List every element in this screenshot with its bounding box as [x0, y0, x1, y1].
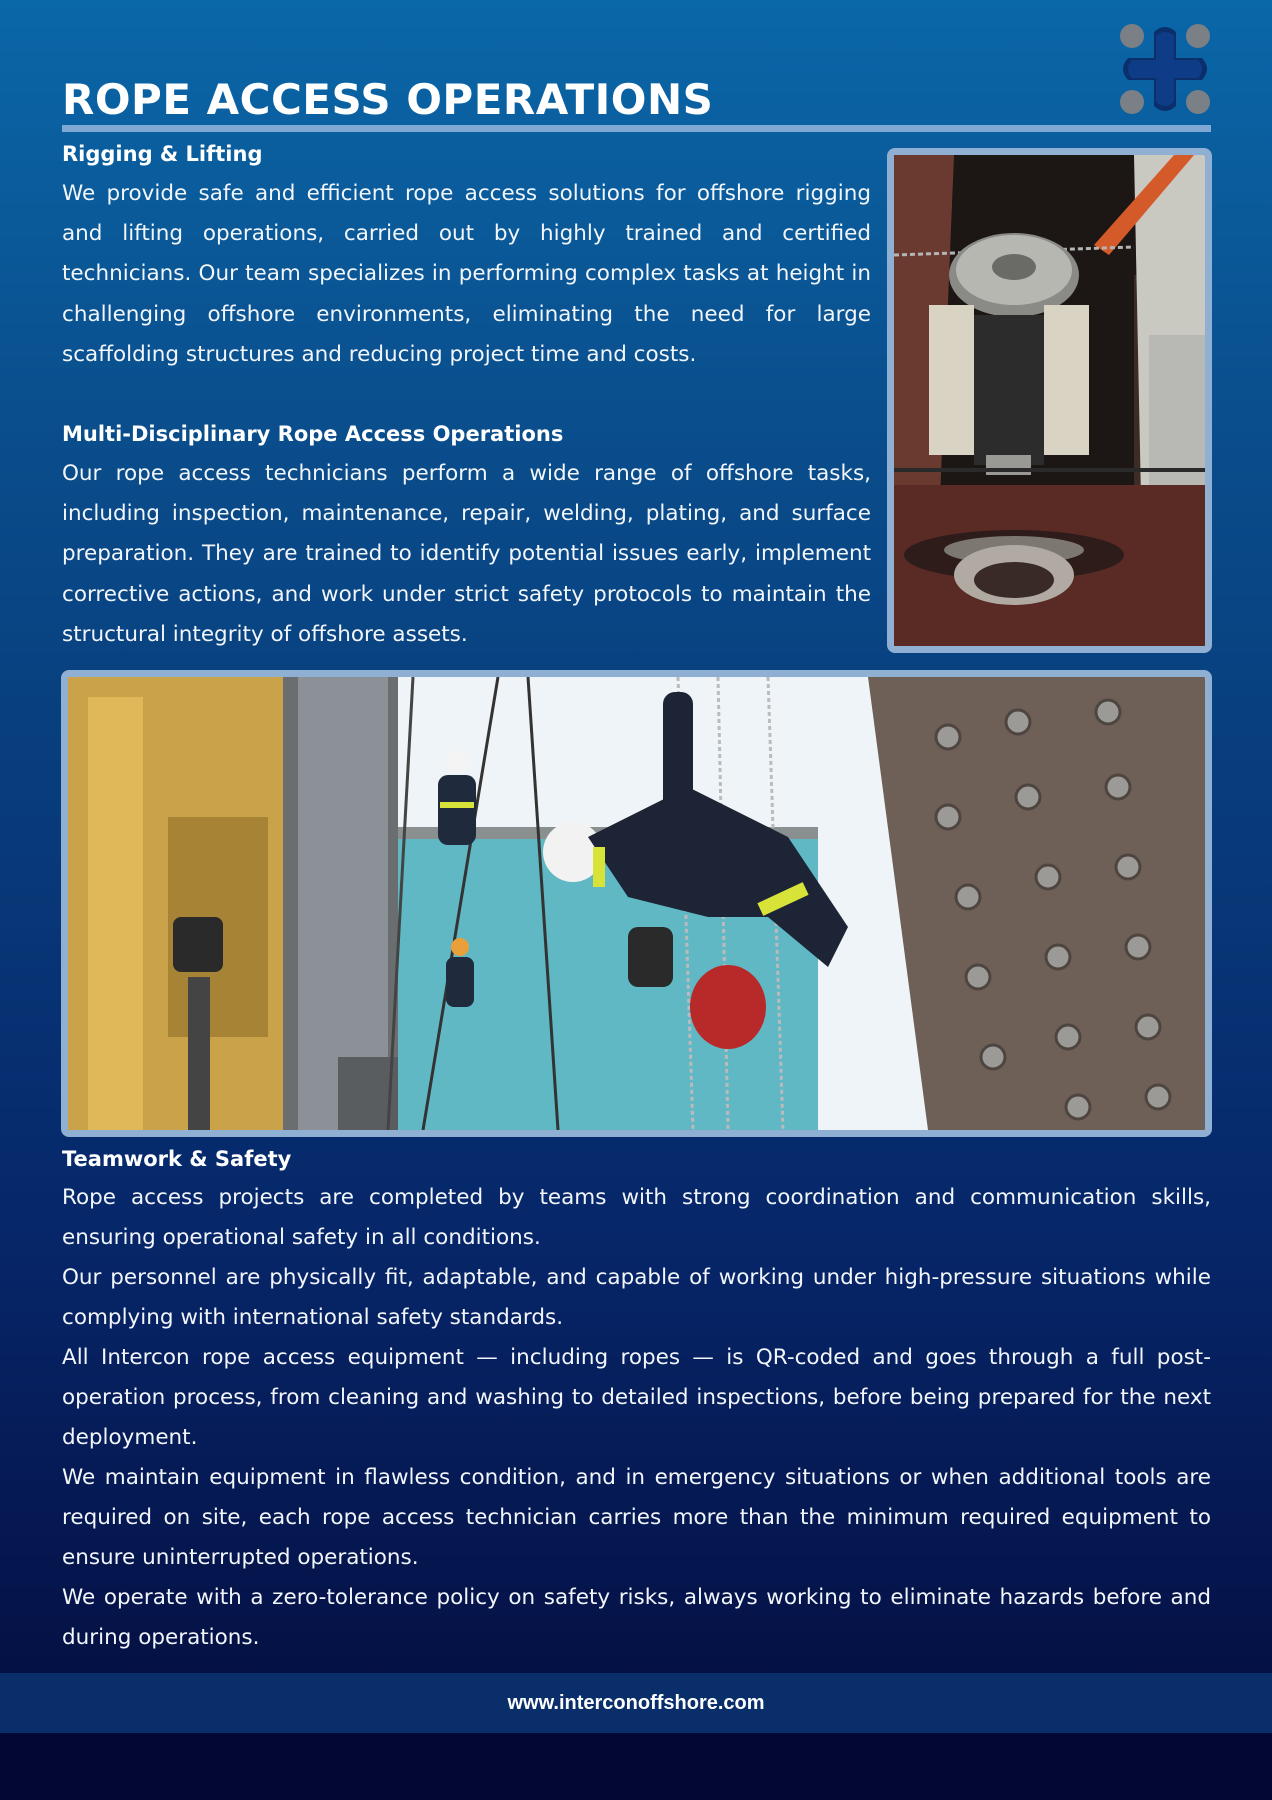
teamwork-paragraph-1: Rope access projects are completed by teams with strong coordination and communication skills, ensuring operational safety in all conditions.	[62, 1185, 1211, 1251]
rigging-paragraph: We provide safe and efficient rope access solutions for offshore rigging and lifting operations, carried out by highly trained and certified technicians. Our team specializes in performing complex tasks at height in challenging offshore environments, eliminating the need for large scaffolding structures and reducing project time and costs.	[62, 181, 871, 367]
website-link[interactable]: www.interconoffshore.com	[507, 1691, 765, 1714]
teamwork-paragraph-3: All Intercon rope access equipment — including ropes — is QR-coded and goes through a full post-operation process, from cleaning and washing to detailed inspections, before being prepared for the next deployment.	[62, 1345, 1211, 1451]
teamwork-paragraph-2: Our personnel are physically fit, adaptable, and capable of working under high-pressure situations while complying with international safety standards.	[62, 1265, 1211, 1331]
rigging-heading: Rigging & Lifting	[62, 142, 263, 166]
multi-disciplinary-heading: Multi-Disciplinary Rope Access Operations	[62, 422, 564, 446]
footer-bar	[0, 1673, 1272, 1733]
rope-access-team-photo	[61, 670, 1212, 1137]
multi-disciplinary-paragraph: Our rope access technicians perform a wide range of offshore tasks, including inspection, maintenance, repair, welding, plating, and surface preparation. They are trained to identify potential issues early, implement corrective actions, and work under strict safety protocols to maintain the structural integrity of offshore assets.	[62, 461, 871, 647]
title-divider	[62, 125, 1211, 132]
rigging-photo	[887, 148, 1212, 653]
teamwork-heading: Teamwork & Safety	[62, 1147, 292, 1171]
teamwork-paragraph-5: We operate with a zero-tolerance policy on safety risks, always working to eliminate hazards before and during operations.	[62, 1585, 1211, 1651]
teamwork-paragraph-4: We maintain equipment in flawless condition, and in emergency situations or when additional tools are required on site, each rope access technician carries more than the minimum required equipment to ensure uninterrupted operations.	[62, 1465, 1211, 1571]
bottom-band	[0, 1733, 1272, 1800]
page-title: ROPE ACCESS OPERATIONS	[62, 75, 714, 124]
intercon-cross-logo-icon	[1118, 22, 1212, 116]
